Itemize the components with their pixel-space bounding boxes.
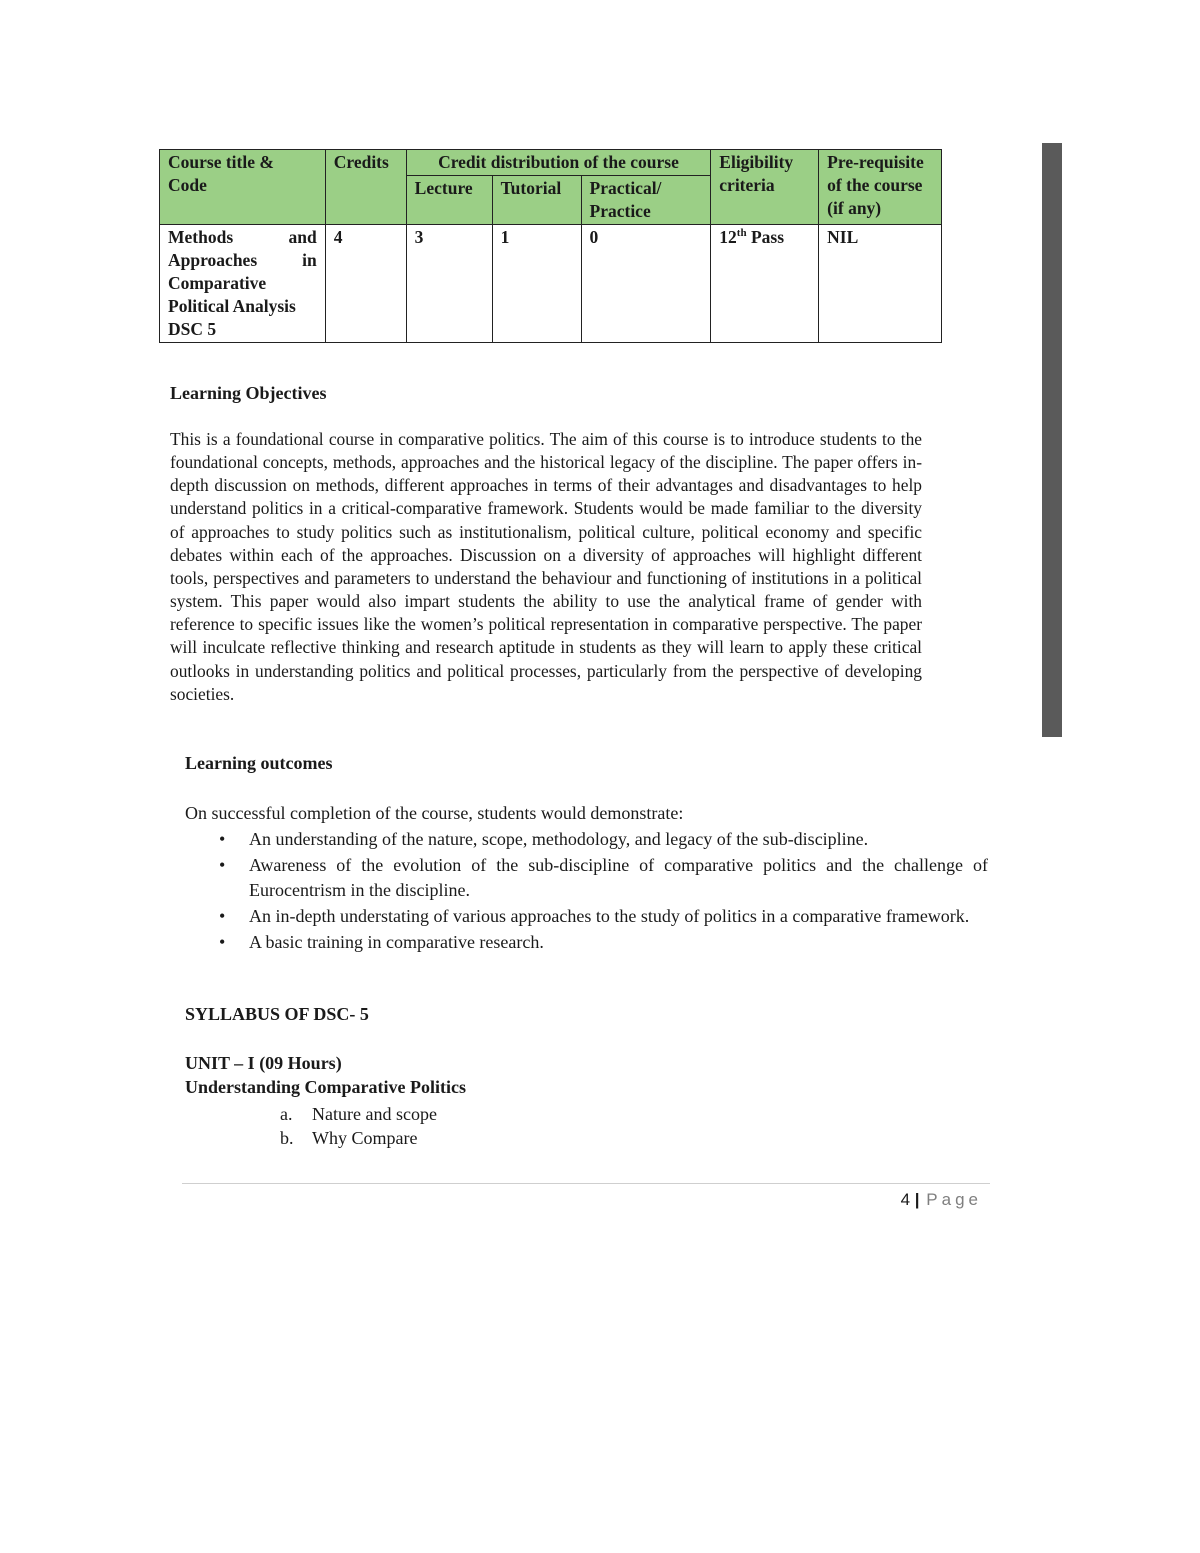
header-tutorial: Tutorial xyxy=(492,176,581,225)
outcomes-intro: On successful completion of the course, students would demonstrate: xyxy=(185,803,684,823)
list-item: • Awareness of the evolution of the sub-discipline of comparative politics and the challenge of Eurocentrism in the discipline. xyxy=(185,853,988,903)
scrollbar[interactable] xyxy=(1042,143,1062,737)
list-item: • A basic training in comparative research. xyxy=(185,930,988,955)
cell-tutorial: 1 xyxy=(492,225,581,343)
course-table xyxy=(159,149,942,343)
header-credit-distribution: Credit distribution of the course xyxy=(406,150,711,176)
footer-divider xyxy=(182,1183,990,1184)
table-header-row xyxy=(160,150,942,176)
header-eligibility: Eligibility criteria xyxy=(711,150,819,225)
unit-subtitle: Understanding Comparative Politics xyxy=(185,1077,466,1097)
cell-course-title: Methods and Approaches in Comparative Political Analysis DSC 5 xyxy=(160,225,326,343)
list-item: a. Nature and scope xyxy=(280,1104,437,1124)
cell-lecture: 3 xyxy=(406,225,492,343)
outcomes-list xyxy=(185,827,988,956)
table-row xyxy=(160,225,942,343)
unit-topics xyxy=(280,1102,437,1150)
footer-separator: | xyxy=(914,1190,920,1209)
page-label: Page xyxy=(926,1190,982,1209)
header-practical: Practical/ Practice xyxy=(581,176,711,225)
cell-eligibility: 12th Pass xyxy=(711,225,819,343)
list-item: • An in-depth understating of various approaches to the study of politics in a comparative framework. xyxy=(185,904,988,929)
learning-objectives-heading: Learning Objectives xyxy=(170,383,327,403)
list-item: • An understanding of the nature, scope, methodology, and legacy of the sub-discipline. xyxy=(185,827,988,852)
cell-practical: 0 xyxy=(581,225,711,343)
learning-outcomes-heading: Learning outcomes xyxy=(185,753,333,773)
cell-credits: 4 xyxy=(325,225,406,343)
header-course-title: Course title & Code xyxy=(160,150,326,225)
header-credits: Credits xyxy=(325,150,406,225)
header-prerequisite: Pre-requisite of the course (if any) xyxy=(819,150,942,225)
cell-prerequisite: NIL xyxy=(819,225,942,343)
page-footer xyxy=(901,1190,982,1210)
header-lecture: Lecture xyxy=(406,176,492,225)
list-item: b. Why Compare xyxy=(280,1128,418,1148)
unit-title: UNIT – I (09 Hours) xyxy=(185,1053,342,1073)
syllabus-heading: SYLLABUS OF DSC- 5 xyxy=(185,1004,369,1024)
page-number: 4 xyxy=(900,1190,911,1209)
learning-objectives-text: This is a foundational course in comparative politics. The aim of this course is to introduce students to the foundational concepts, methods, approaches and the historical legacy of the discipline. The paper offers in-depth discussion on methods, different approaches in terms of their advantages and disadvantages to help understand politics in a critical-comparative framework. Students would be made familiar to the diversity of approaches to study politics such as institutionalism, political culture, political economy and specific debates within each of the approaches. Discussion on a diversity of approaches will highlight different tools, perspectives and parameters to understand the behaviour and functioning of institutions in a political system. This paper would also impart students the ability to use the analytical frame of gender with reference to specific issues like the women’s political representation in comparative perspective. The paper will inculcate reflective thinking and research aptitude in students as they will learn to apply these critical outlooks in understanding politics and political processes, particularly from the perspective of developing societies. xyxy=(170,429,922,704)
